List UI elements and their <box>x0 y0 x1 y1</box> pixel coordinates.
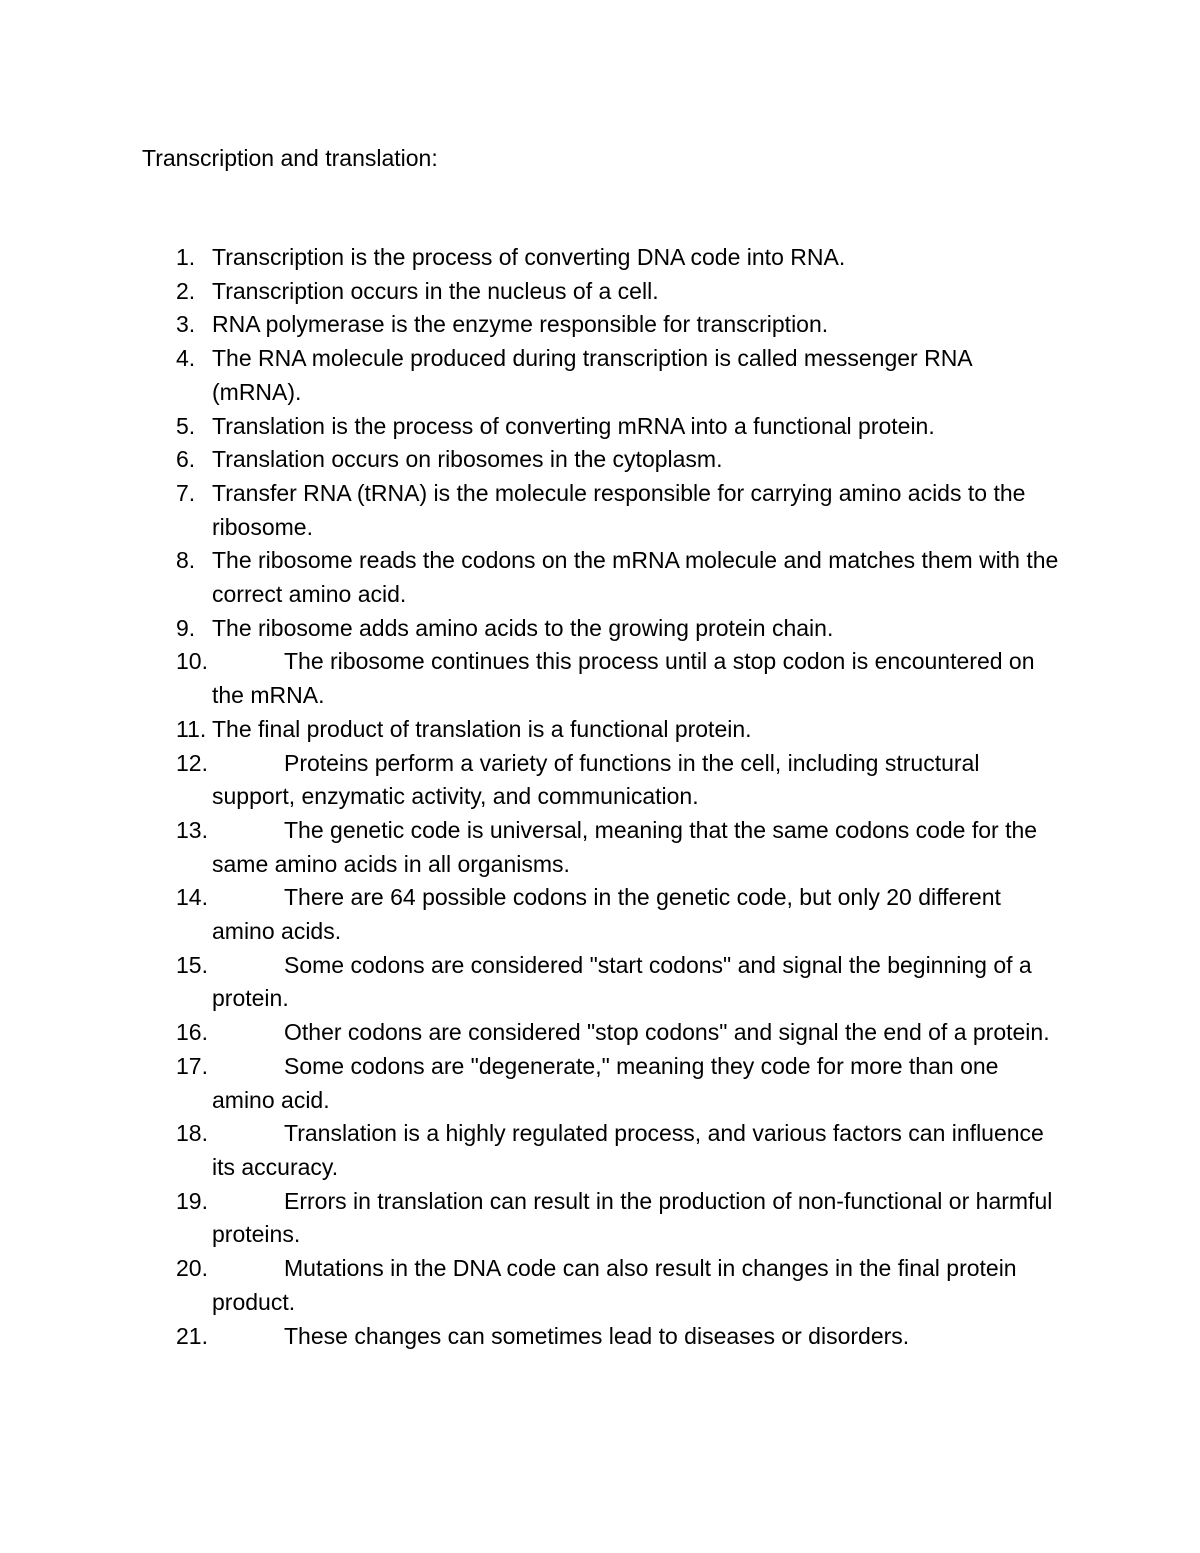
list-item-number: 5. <box>176 412 196 439</box>
list-item-text: Some codons are considered "start codons" and signal the beginning of a protein. <box>212 951 1032 1012</box>
list-item-text: The genetic code is universal, meaning that the same codons code for the same amino acids in all organisms. <box>212 816 1038 877</box>
list-item-number: 17. <box>176 1052 208 1079</box>
numbered-list <box>0 241 1200 1353</box>
list-item <box>0 814 1200 881</box>
list-item-text: Translation is the process of converting mRNA into a functional protein. <box>212 412 935 439</box>
list-item <box>0 747 1200 814</box>
list-item <box>0 1185 1200 1252</box>
list-item <box>0 275 1200 309</box>
list-item-text: Translation is a highly regulated process, and various factors can influence its accuracy. <box>212 1120 1044 1180</box>
list-item <box>0 241 1200 275</box>
list-item-text: Transfer RNA (tRNA) is the molecule responsible for carrying amino acids to the ribosome. <box>212 479 1026 540</box>
list-item-number: 21. <box>176 1322 208 1349</box>
list-item <box>0 949 1200 1016</box>
list-item-number: 7. <box>176 479 196 506</box>
list-item-text: Translation occurs on ribosomes in the cytoplasm. <box>212 446 723 473</box>
list-item-number: 20. <box>176 1255 208 1282</box>
list-item <box>0 1320 1200 1354</box>
list-item <box>0 881 1200 948</box>
list-item-number: 4. <box>176 345 196 372</box>
list-item-text: Transcription is the process of converting DNA code into RNA. <box>212 244 846 270</box>
list-item <box>0 1016 1200 1050</box>
list-item <box>0 342 1200 409</box>
list-item-number: 1. <box>176 244 196 270</box>
list-item-text: These changes can sometimes lead to diseases or disorders. <box>284 1322 910 1349</box>
list-item-text: The ribosome adds amino acids to the growing protein chain. <box>212 614 834 641</box>
list-item-text: The ribosome continues this process until a stop codon is encountered on the mRNA. <box>212 648 1035 709</box>
list-item-number: 19. <box>176 1187 208 1214</box>
list-item-text: Proteins perform a variety of functions in the cell, including structural support, enzymatic activity, and communication. <box>212 749 980 810</box>
document-title: Transcription and translation: <box>142 145 438 171</box>
list-item-number: 13. <box>176 816 208 843</box>
list-item-text: Some codons are "degenerate," meaning they code for more than one amino acid. <box>212 1052 999 1113</box>
list-item-text: The final product of translation is a functional protein. <box>212 715 752 742</box>
list-item-text: RNA polymerase is the enzyme responsible for transcription. <box>212 311 829 338</box>
list-item <box>0 410 1200 444</box>
list-item <box>0 308 1200 342</box>
list-item <box>0 612 1200 646</box>
list-item <box>0 477 1200 544</box>
list-item-text: There are 64 possible codons in the genetic code, but only 20 different amino acids. <box>212 884 1001 945</box>
list-item-text: The RNA molecule produced during transcription is called messenger RNA (mRNA). <box>212 345 972 405</box>
list-item-number: 16. <box>176 1019 208 1046</box>
list-item-number: 3. <box>176 311 196 338</box>
list-item <box>0 713 1200 747</box>
list-item <box>0 443 1200 477</box>
list-item-text: Other codons are considered "stop codons" and signal the end of a protein. <box>284 1019 1050 1046</box>
list-item-number: 9. <box>176 614 196 641</box>
list-item <box>0 544 1200 611</box>
list-item-number: 12. <box>176 749 208 776</box>
list-item-number: 10. <box>176 648 208 675</box>
list-item-number: 11. <box>176 715 207 742</box>
list-item <box>0 1117 1200 1184</box>
list-item <box>0 1252 1200 1319</box>
list-item <box>0 645 1200 712</box>
list-item-text: The ribosome reads the codons on the mRNA molecule and matches them with the correct amino acid. <box>212 547 1059 608</box>
list-item-number: 14. <box>176 884 208 911</box>
list-item-number: 15. <box>176 951 208 978</box>
list-item-number: 2. <box>176 277 196 304</box>
list-item-number: 18. <box>176 1120 208 1147</box>
list-item-text: Transcription occurs in the nucleus of a cell. <box>212 277 659 304</box>
list-item-number: 8. <box>176 547 196 574</box>
list-item-number: 6. <box>176 446 196 473</box>
list-item-text: Errors in translation can result in the production of non-functional or harmful proteins. <box>212 1187 1053 1248</box>
list-item-text: Mutations in the DNA code can also result in changes in the final protein product. <box>212 1255 1017 1315</box>
list-item <box>0 1050 1200 1117</box>
